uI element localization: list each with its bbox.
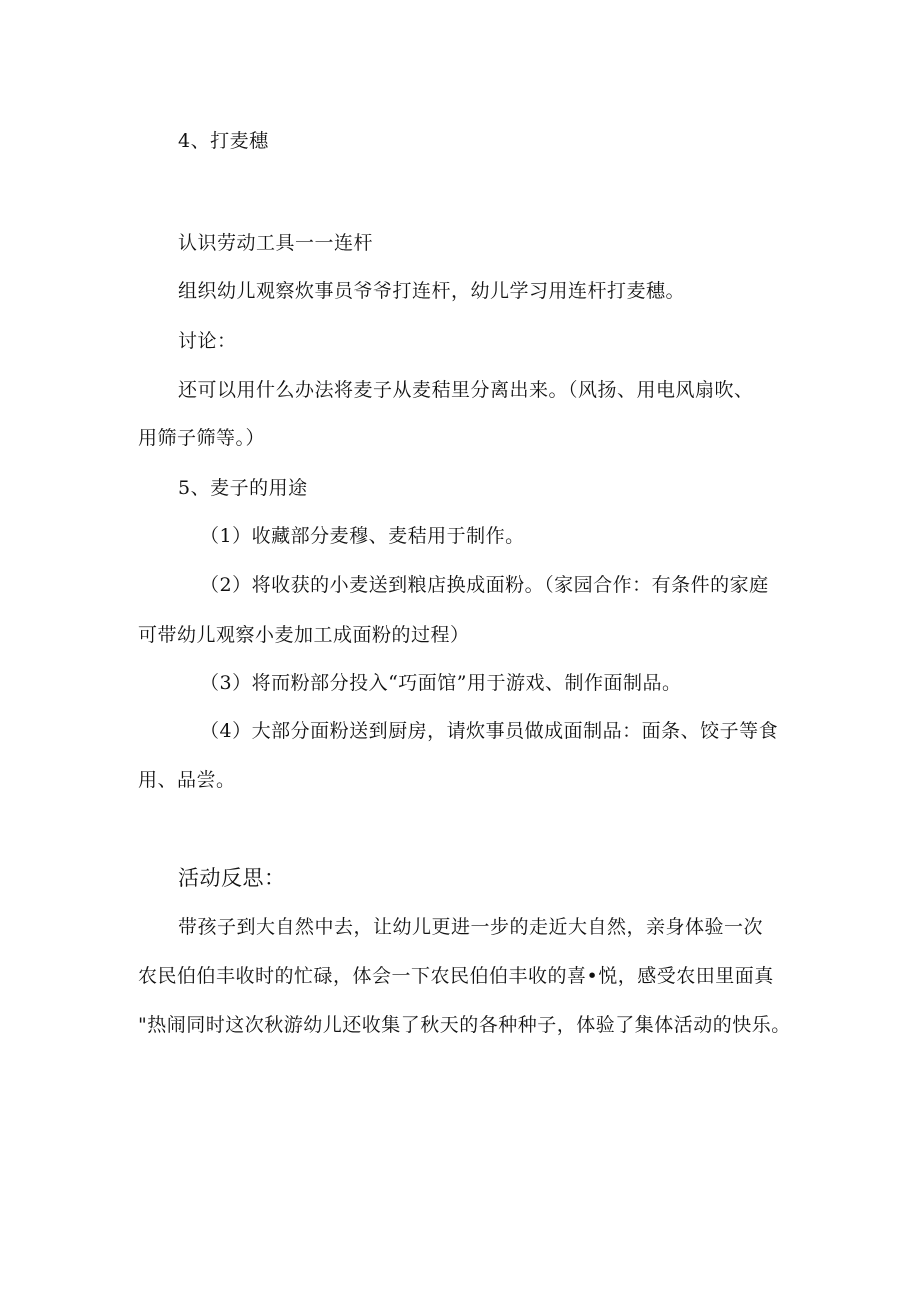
use-item-3: （3）将而粉部分投入“巧面馆”用于游戏、制作面制品。 <box>200 672 682 694</box>
discuss-label: 讨论： <box>178 330 237 352</box>
tool-intro: 认识劳动工具一一连杆 <box>178 232 374 254</box>
discuss-text-line-1: 还可以用什么办法将麦子从麦秸里分离出来。（风扬、用电风扇吹、 <box>178 379 754 401</box>
reflection-heading: 活动反思： <box>178 866 286 890</box>
observe-paragraph: 组织幼儿观察炊事员爷爷打连杆，幼儿学习用连杆打麦穗。 <box>178 280 686 302</box>
section-4-title: 4、打麦穗 <box>178 130 269 152</box>
reflection-line-2: 农民伯伯丰收时的忙碌，体会一下农民伯伯丰收的喜•悦，感受农田里面真 <box>138 965 774 987</box>
section-5-title: 5、麦子的用途 <box>178 477 308 499</box>
use-item-1: （1）收藏部分麦穆、麦秸用于制作。 <box>200 525 525 547</box>
discuss-text-line-2: 用筛子筛等。） <box>138 427 266 449</box>
use-item-2-line-1: （2）将收获的小麦送到粮店换成面粉。（家园合作：有条件的家庭 <box>200 574 769 596</box>
use-item-4-line-2: 用、品尝。 <box>138 769 236 791</box>
reflection-line-1: 带孩子到大自然中去，让幼儿更进一步的走近大自然，亲身体验一次 <box>178 916 764 938</box>
use-item-4-line-1: （4）大部分面粉送到厨房，请炊事员做成面制品：面条、饺子等食 <box>200 720 779 742</box>
reflection-line-3: "热闹同时这次秋游幼儿还收集了秋天的各种种子，体验了集体活动的快乐。 <box>138 1014 791 1036</box>
use-item-2-line-2: 可带幼儿观察小麦加工成面粉的过程） <box>138 624 470 646</box>
